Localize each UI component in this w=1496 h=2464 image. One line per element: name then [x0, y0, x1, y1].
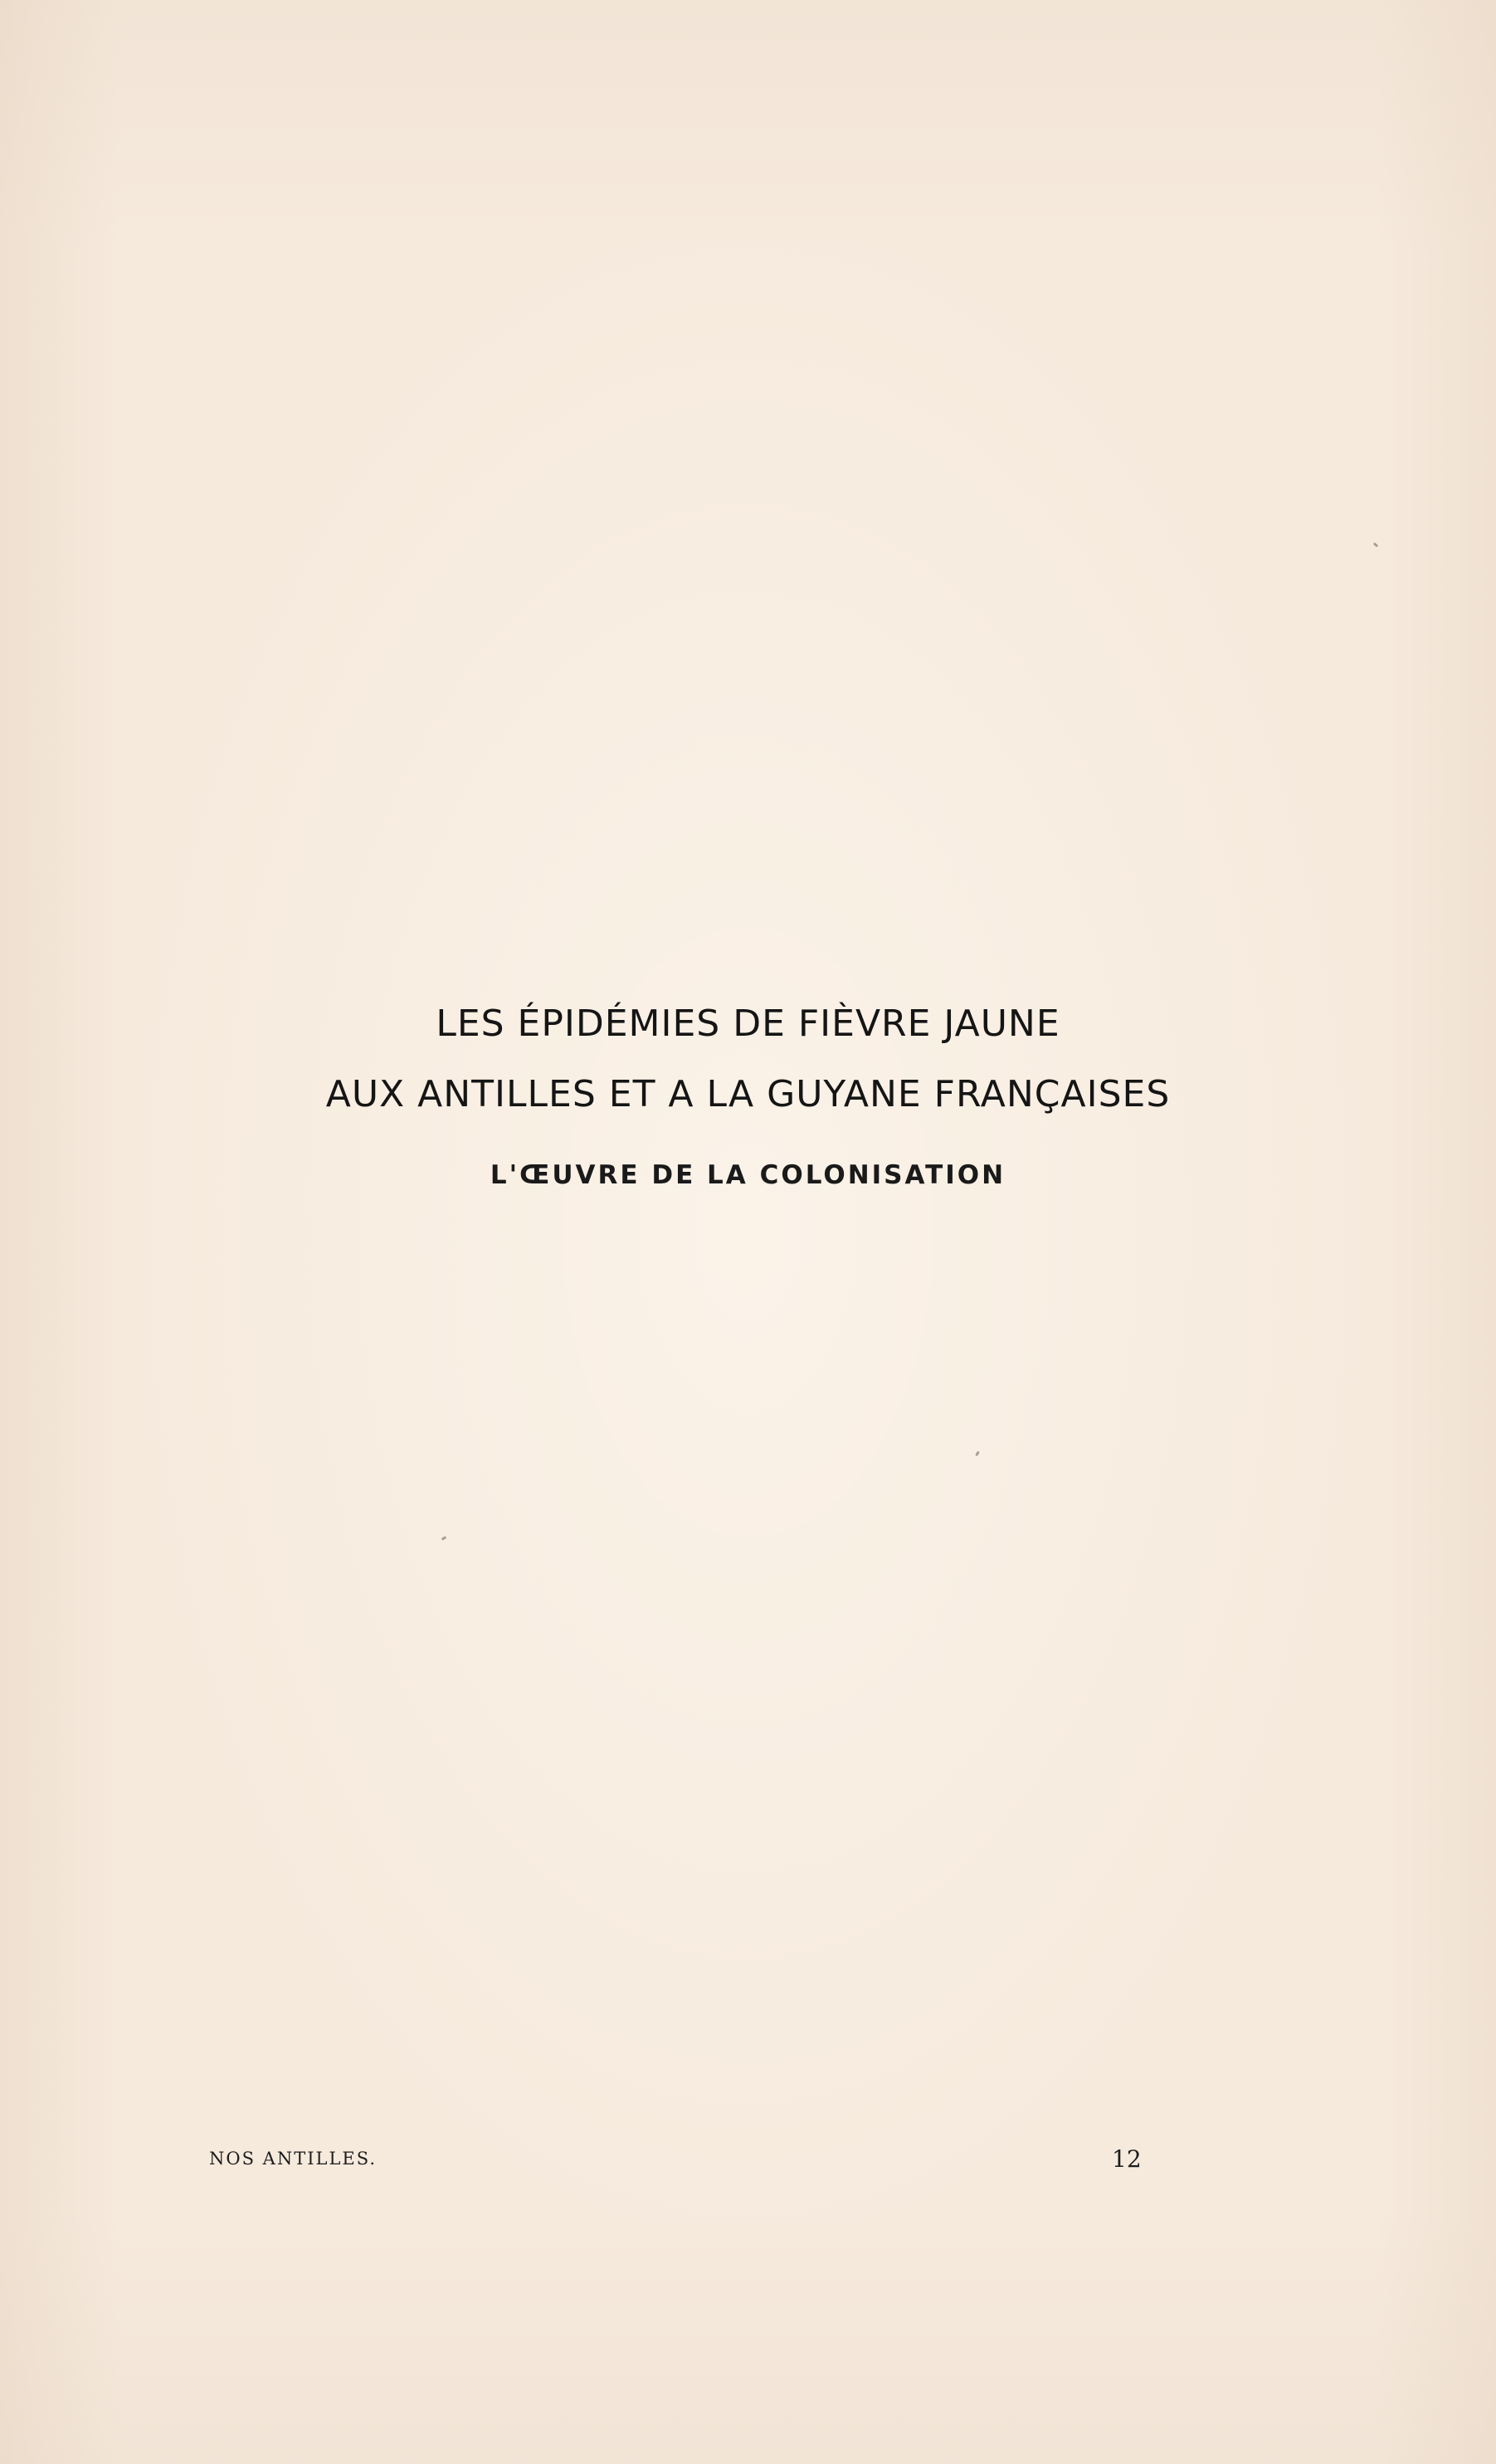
running-footer-label: NOS ANTILLES. — [209, 2149, 378, 2169]
chapter-subtitle: L'ŒUVRE DE LA COLONISATION — [490, 1160, 1006, 1190]
paper-speck — [975, 1451, 980, 1456]
page-number: 12 — [1112, 2145, 1142, 2173]
paper-speck — [441, 1536, 447, 1541]
chapter-title-line-1: LES ÉPIDÉMIES DE FIÈVRE JAUNE — [436, 1003, 1060, 1045]
paper-speck — [1373, 542, 1379, 547]
chapter-title-line-2: AUX ANTILLES ET A LA GUYANE FRANÇAISES — [325, 1073, 1171, 1115]
